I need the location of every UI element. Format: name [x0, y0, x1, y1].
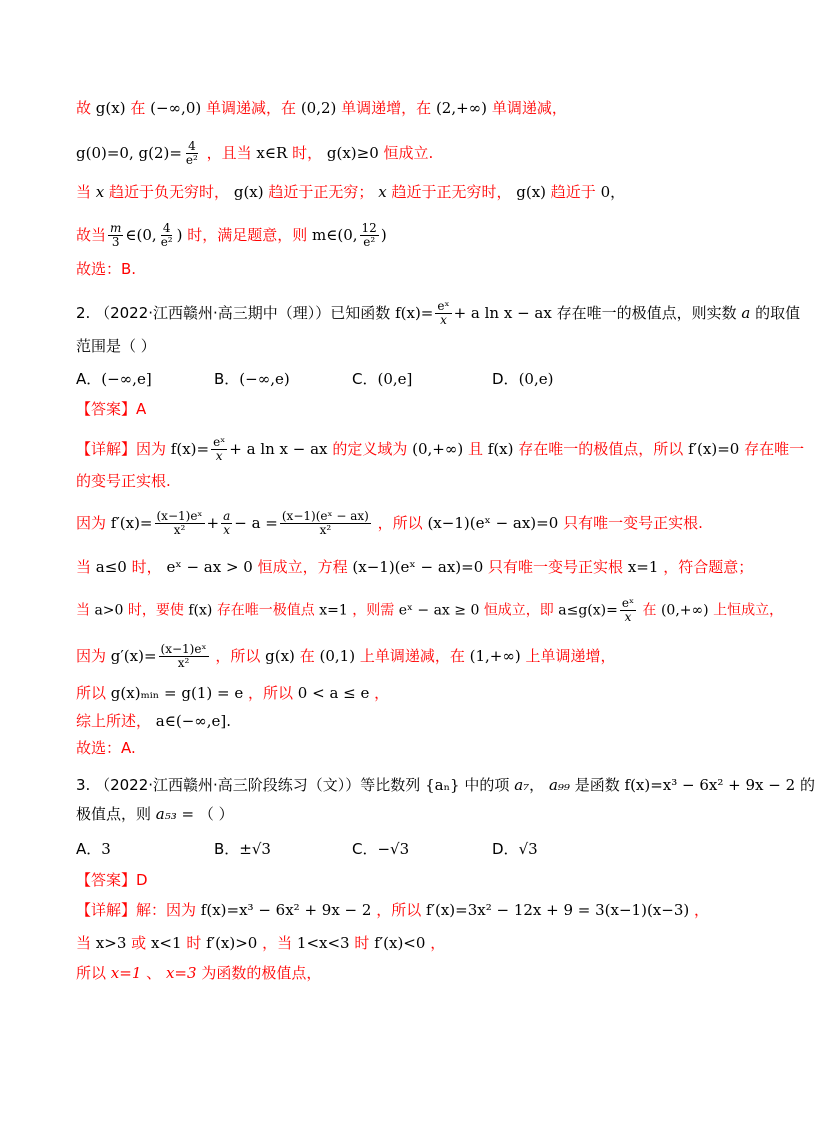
math-expr: x>3 [95, 934, 127, 952]
text: 当 [76, 602, 90, 619]
text: 当 [76, 934, 92, 952]
math-expr: x<1 [150, 934, 182, 952]
math-expr: f′(x)=0 [688, 440, 740, 458]
math-expr: f(x) [188, 602, 213, 619]
text: 综上所述， [76, 712, 152, 730]
math-expr: a≤0 [95, 558, 127, 576]
fraction [360, 222, 379, 249]
math-expr: g(x) [516, 183, 546, 201]
math-expr: a₇ [514, 776, 530, 794]
math-expr: a₉₉ [548, 776, 570, 794]
text: 因为 [76, 514, 107, 532]
text: ， [694, 901, 710, 919]
math-expr: a [741, 304, 751, 322]
math-expr: g′(x)= [110, 647, 157, 665]
text: 时 [186, 934, 202, 952]
math-expr: ∈(0, [125, 226, 157, 244]
math-expr: g(x)ₘᵢₙ = g(1) = e [110, 684, 244, 702]
math-expr: + a ln x − ax [453, 304, 552, 322]
question-text: 的取值 [755, 304, 801, 322]
math-expr: x=1 [110, 964, 142, 982]
text: 当 [76, 183, 92, 201]
math-expr: f′(x)<0 [374, 934, 426, 952]
math-expr: g(0)=0, g(2)= [76, 144, 182, 162]
option-value: (0,e) [518, 370, 554, 388]
text: 在 [642, 602, 657, 619]
text: 趋近于 [550, 183, 596, 201]
option-c[interactable] [352, 368, 412, 390]
option-b[interactable] [214, 838, 271, 860]
text: 、 [146, 964, 162, 982]
math-expr: g(x) [265, 647, 295, 665]
option-value: (−∞,e) [239, 370, 290, 388]
text: 在 [299, 647, 315, 665]
math-expr: a₅₃ = [155, 805, 195, 823]
question-2 [76, 300, 800, 327]
solution-line-5: 故选：B. [76, 260, 137, 278]
option-a[interactable] [76, 838, 111, 860]
answer-3: 【答案】D [76, 871, 148, 889]
solution-line-1 [76, 97, 567, 119]
question-text: （ ） [198, 805, 234, 823]
denominator: x [223, 523, 231, 537]
text: 时， [131, 558, 162, 576]
numerator: 4 [188, 139, 196, 153]
question-text: 中的项 [464, 776, 510, 794]
fraction [435, 300, 451, 327]
math-expr: f(x)=x³ − 6x² + 9x − 2 [624, 776, 796, 794]
text: 趋近于正无穷时， [391, 183, 512, 201]
text: 或 [131, 934, 147, 952]
text: 【详解】因为 [76, 440, 167, 458]
text: 恒成立. [383, 144, 434, 162]
text: . [226, 712, 232, 730]
text: 故 [76, 99, 92, 117]
text: 的定义域为 [332, 440, 408, 458]
text: 当 [76, 558, 92, 576]
math-expr: (2,+∞) [435, 99, 488, 117]
math-expr: f′(x)=3x² − 12x + 9 = 3(x−1)(x−3) [426, 901, 690, 919]
text: 只有唯一变号正实根 [488, 558, 624, 576]
text: 趋近于正无穷； [268, 183, 374, 201]
fraction [211, 436, 227, 463]
math-expr: eˣ − ax > 0 [166, 558, 253, 576]
solution-line-2 [76, 140, 433, 167]
math-expr: a>0 [94, 602, 124, 619]
option-d[interactable] [492, 368, 553, 390]
question-text: 存在唯一的极值点，则实数 [556, 304, 737, 322]
text: 时 [354, 934, 370, 952]
math-expr: (−∞,0) [150, 99, 202, 117]
detail-2-line-5 [76, 597, 783, 624]
question-2-cont: 范围是（ ） [76, 337, 156, 355]
question-text: 的 [799, 776, 815, 794]
option-d[interactable] [492, 838, 538, 860]
text: ， [430, 934, 446, 952]
math-expr: f(x)= [395, 304, 434, 322]
math-expr: f(x)= [170, 440, 210, 458]
option-value: 3 [101, 840, 111, 858]
math-expr: (1,+∞) [469, 647, 521, 665]
denominator: x² [319, 523, 332, 537]
text: 上单调递减，在 [359, 647, 465, 665]
option-value: −√3 [377, 840, 410, 858]
detail-3-line-1 [76, 899, 709, 921]
denominator: x² [177, 656, 190, 670]
answer-2: 【答案】A [76, 400, 147, 418]
text: 因为 [76, 647, 107, 665]
fraction [280, 510, 371, 537]
math-expr: g(x)≥0 [326, 144, 379, 162]
option-label: B． [214, 370, 240, 388]
math-expr: (0,+∞) [660, 602, 709, 619]
fraction [620, 597, 636, 624]
numerator: eˣ [621, 596, 635, 610]
numerator: 4 [162, 221, 171, 235]
math-expr: ) [176, 226, 183, 244]
option-b[interactable] [214, 368, 290, 390]
text: ，当 [262, 934, 293, 952]
numerator: (x−1)eˣ [160, 642, 207, 656]
text: ，且当 [206, 144, 252, 162]
detail-2-line-8 [76, 710, 231, 732]
math-expr: f′(x)>0 [206, 934, 258, 952]
text: 恒成立，方程 [257, 558, 348, 576]
fraction [159, 643, 209, 670]
text: 时，满足题意，则 [187, 226, 308, 244]
numerator: eˣ [437, 299, 450, 313]
detail-2-line-1 [76, 436, 804, 463]
math-expr: m∈(0, [312, 226, 358, 244]
solution-line-4 [76, 222, 387, 249]
math-expr: 0 < a ≤ e [297, 684, 370, 702]
math-expr: x∈R [256, 144, 288, 162]
text: 所以 [76, 964, 107, 982]
option-label: A． [76, 840, 102, 858]
text: 趋近于负无穷时， [109, 183, 230, 201]
option-value: (0,e] [377, 370, 413, 388]
math-expr: − a = [234, 514, 278, 532]
math-expr: a∈(−∞,e] [155, 712, 227, 730]
text: ，所以 [248, 684, 294, 702]
solution-line-3 [76, 181, 625, 203]
math-expr: (x−1)(eˣ − ax)=0 [352, 558, 484, 576]
text: 【详解】解：因为 [76, 901, 197, 919]
text: 单调递减， [491, 99, 567, 117]
detail-2-line-4 [76, 556, 753, 578]
text: 单调递增，在 [341, 99, 432, 117]
text: 为函数的极值点， [201, 964, 322, 982]
option-label: C． [352, 370, 378, 388]
text: 只有唯一变号正实根. [563, 514, 703, 532]
text: 存在唯一 [744, 440, 805, 458]
math-expr: 1<x<3 [296, 934, 350, 952]
math-expr: f(x)=x³ − 6x² + 9x − 2 [200, 901, 372, 919]
detail-2-line-2: 的变号正实根. [76, 472, 171, 490]
numerator: eˣ [213, 435, 226, 449]
text: ，符合题意； [663, 558, 754, 576]
text: 存在唯一的极值点，所以 [518, 440, 684, 458]
detail-2-line-3 [76, 510, 703, 537]
math-expr: (0,1) [319, 647, 356, 665]
option-value: ±√3 [239, 840, 271, 858]
math-expr: (0,+∞) [412, 440, 464, 458]
denominator: x [624, 610, 632, 624]
option-label: A． [76, 370, 102, 388]
denominator: e² [160, 235, 173, 249]
math-expr: ) [380, 226, 387, 244]
text: 且 [467, 440, 483, 458]
numerator: (x−1)(eˣ − ax) [281, 509, 369, 523]
math-expr: eˣ − ax ≥ 0 [398, 602, 480, 619]
question-text: 3. （2022·江西赣州·高三阶段练习（文））等比数列 [76, 776, 421, 794]
text: ， [374, 684, 390, 702]
fraction [108, 222, 123, 249]
denominator: x² [173, 523, 186, 537]
math-expr: x=1 [319, 602, 348, 619]
denominator: e² [363, 235, 376, 249]
denominator: x [215, 449, 223, 463]
text: ，则需 [352, 602, 395, 619]
text: 时，要使 [127, 602, 184, 619]
detail-2-line-7 [76, 682, 389, 704]
question-text: 是函数 [574, 776, 620, 794]
option-value: (−∞,e] [101, 370, 152, 388]
math-expr: g(x) [95, 99, 126, 117]
numerator: (x−1)eˣ [156, 509, 203, 523]
text: 在 [130, 99, 146, 117]
text: 所以 [76, 684, 107, 702]
text: ，所以 [376, 901, 422, 919]
text: ，所以 [377, 514, 423, 532]
option-c[interactable] [352, 838, 409, 860]
question-text: 2. （2022·江西赣州·高三期中（理））已知函数 [76, 304, 391, 322]
numerator: m [110, 221, 122, 235]
question-3-cont [76, 803, 234, 825]
denominator: e² [185, 153, 198, 167]
text: 单调递减，在 [206, 99, 297, 117]
denominator: 3 [111, 235, 120, 249]
text: 时， [292, 144, 323, 162]
option-label: D． [492, 840, 519, 858]
option-a[interactable] [76, 368, 152, 390]
detail-2-line-6 [76, 643, 616, 670]
math-expr: a≤g(x)= [558, 602, 618, 619]
fraction [159, 222, 175, 249]
text: 存在唯一极值点 [216, 602, 315, 619]
text: 故当 [76, 226, 107, 244]
numerator: 12 [361, 221, 377, 235]
option-label: B． [214, 840, 240, 858]
math-expr: (0,2) [300, 99, 337, 117]
fraction [184, 140, 200, 167]
text: 上单调递增， [525, 647, 616, 665]
math-expr: {aₙ} [425, 776, 460, 794]
text: 恒成立，即 [483, 602, 554, 619]
question-3 [76, 774, 815, 796]
text: 上恒成立， [713, 602, 784, 619]
question-text: ， [529, 776, 545, 794]
option-label: D． [492, 370, 519, 388]
math-expr: f(x) [487, 440, 514, 458]
fraction [221, 510, 232, 537]
option-label: C． [352, 840, 378, 858]
math-expr: x [378, 183, 387, 201]
denominator: x [440, 313, 447, 327]
math-expr: (x−1)(eˣ − ax)=0 [427, 514, 559, 532]
math-expr: x=1 [627, 558, 659, 576]
option-value: √3 [518, 840, 538, 858]
detail-3-line-3 [76, 962, 321, 984]
detail-3-line-2 [76, 932, 445, 954]
math-expr: 0， [600, 183, 626, 201]
detail-2-line-9: 故选：A. [76, 739, 136, 757]
fraction [155, 510, 205, 537]
math-expr: g(x) [233, 183, 264, 201]
math-expr: x=3 [165, 964, 197, 982]
math-expr: + [206, 514, 220, 532]
math-expr: + a ln x − ax [229, 440, 328, 458]
question-text: 极值点，则 [76, 805, 152, 823]
text: ，所以 [215, 647, 261, 665]
math-expr: f′(x)= [110, 514, 153, 532]
math-expr: x [95, 183, 105, 201]
numerator: a [223, 509, 231, 523]
